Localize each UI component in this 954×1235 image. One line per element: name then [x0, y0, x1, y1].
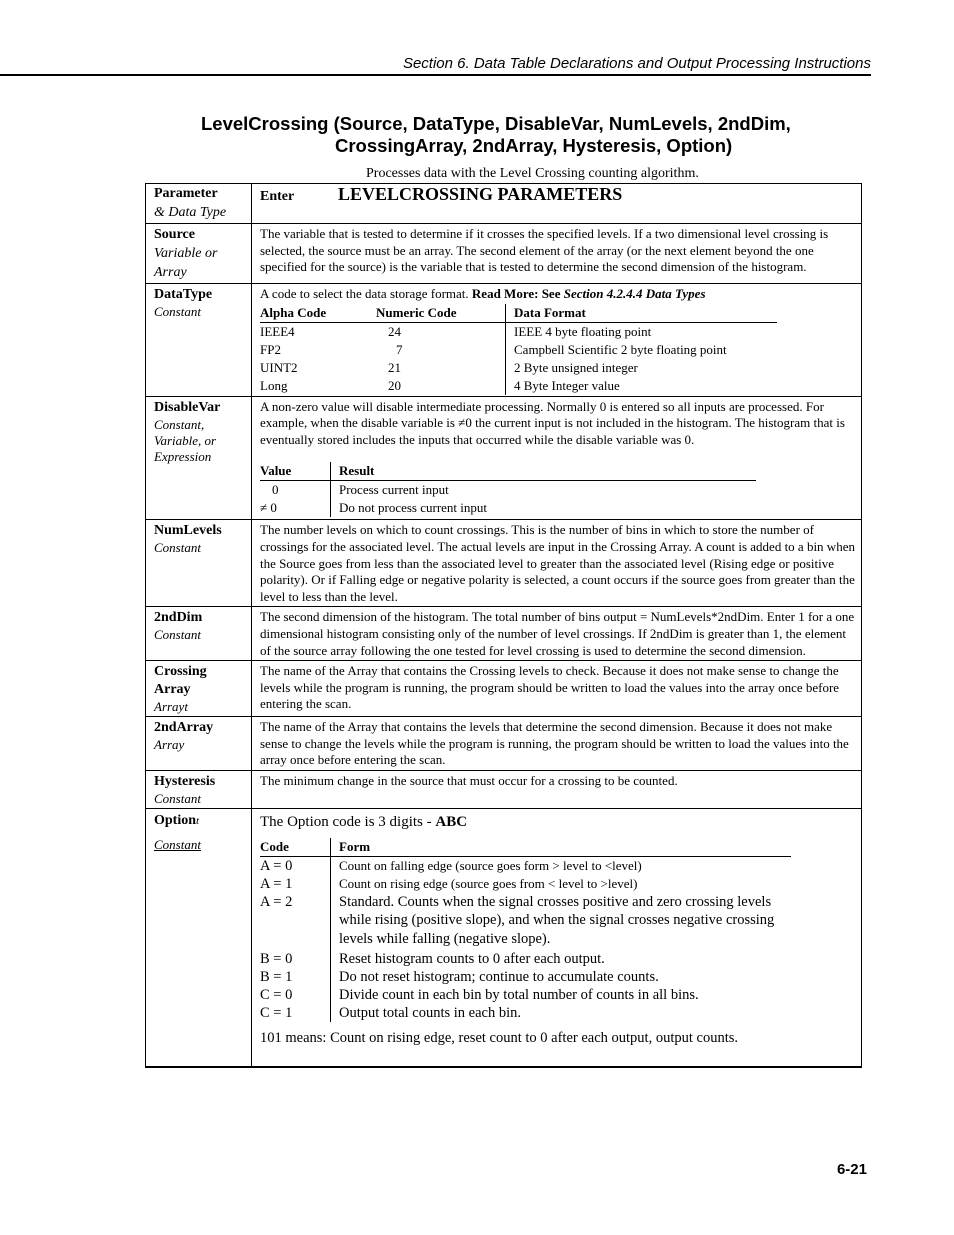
page-number: 6-21: [836, 1161, 867, 1178]
param-desc: A non-zero value will disable intermediate processing. Normally 0 is entered so all inputs are processed. For example, when the disable variable is ≠0 the current input is not included in the histogram. The histogram that is eventually stored includes the inputs that occurred while the disable variable was 0.: [260, 398, 845, 447]
param-desc: The variable that is tested to determine if it crosses the specified levels. If a two dimensional level crossing is selected, the source must be an array. The second element of the array (or the next element beyond the one specified for the source) is the variable that is tested to determine the second dimension of the histogram.: [260, 226, 829, 275]
read-more-label: Read More: See: [471, 286, 561, 301]
parameter-table: [145, 183, 862, 1068]
param-desc: The second dimension of the histogram. The total number of bins output = NumLevels*2ndDim. Enter 1 for a one dimensional histogram consisting only of the number of level crossings. If 2ndDim is greater than 1, the element of the source array following the one tested for level crossing is used to determine the second dimension.: [260, 609, 855, 658]
param-name: Optiont: [154, 812, 200, 828]
param-type: Constant: [154, 627, 201, 643]
param-name: 2ndDim: [154, 610, 203, 626]
param-desc: A code to select the data storage format. Read More: See Section 4.2.4.4 Data Types: [260, 286, 706, 301]
table-row: C = 1 Output total counts in each bin.: [260, 1005, 522, 1022]
param-row-2ndarray: [146, 717, 862, 771]
param-row-datatype: [146, 284, 862, 397]
read-more-ref: Section 4.2.4.4 Data Types: [563, 286, 706, 301]
table-row: A = 2 Standard. Counts when the signal crosses positive and zero crossing levels while rising (positive slope), and when the signal crosses negative crossing levels while falling (negative slope).: [260, 893, 791, 951]
param-name: NumLevels: [154, 523, 222, 539]
table-row: C = 0 Divide count in each bin by total number of counts in all bins.: [260, 987, 699, 1004]
option-example: 101 means: Count on rising edge, reset count to 0 after each output, output counts.: [260, 1030, 738, 1047]
option-codes-table: [260, 838, 791, 1023]
param-name: 2ndArray: [154, 720, 214, 736]
table-row: 0 Process current input: [260, 481, 756, 500]
table-row: IEEE4 24 IEEE 4 byte floating point: [260, 323, 652, 339]
param-row-hysteresis: [146, 770, 862, 808]
enter-header: Enter: [260, 189, 295, 204]
col-header: Alpha Code: [260, 304, 376, 323]
param-desc: The number levels on which to count crossings. This is the number of bins in which to store the number of crossings for the associated level. The actual levels are input in the Crossing Array. A count is added to a bin when the Source goes from less than the associated level to greater than the associated level (Rising edge or positive polarity). Or if Falling edge or negative polarity is selected, a count occurs if the source goes from greater than the level to less than the level.: [260, 522, 855, 604]
table-row: UINT2 21 2 Byte unsigned integer: [260, 359, 638, 375]
title-line-2: CrossingArray, 2ndArray, Hysteresis, Option): [335, 135, 733, 156]
param-type: Constant: [154, 790, 201, 806]
datatype-codes-table: [260, 304, 777, 395]
param-type: Constant: [154, 836, 201, 852]
param-row-source: [146, 224, 862, 284]
param-type: Arrayt: [154, 699, 188, 715]
instruction-title: [201, 113, 881, 157]
col-header: Data Format: [506, 304, 778, 323]
param-type: Variable or Array: [154, 246, 218, 280]
col-header: Result: [331, 462, 757, 481]
table-row: B = 1 Do not reset histogram; continue to accumulate counts.: [260, 969, 659, 986]
datatype-header: & Data Type: [154, 205, 227, 220]
param-name: DisableVar: [154, 399, 221, 415]
col-header: Value: [260, 462, 331, 481]
table-row: B = 0 Reset histogram counts to 0 after each output.: [260, 951, 605, 968]
param-name-suffix: t: [196, 814, 200, 827]
option-intro: The Option code is 3 digits - ABC: [260, 813, 468, 830]
col-header: Form: [331, 838, 792, 857]
col-header: Code: [260, 838, 331, 857]
col-header: Numeric Code: [376, 304, 506, 323]
table-row: A = 1 Count on rising edge (source goes from < level to >level): [260, 875, 638, 892]
param-row-numlevels: [146, 520, 862, 607]
param-desc: The name of the Array that contains the Crossing levels to check. Because it does not make sense to change the levels while the program is running, the program should be written to load the values into the array once before entering the scan.: [260, 663, 840, 712]
param-name: Source: [154, 227, 195, 242]
instruction-subtitle: Processes data with the Level Crossing counting algorithm.: [366, 166, 699, 181]
table-row: A = 0 Count on falling edge (source goes form > level to <level): [260, 857, 642, 874]
param-row-crossingarray: [146, 661, 862, 717]
table-row: ≠ 0 Do not process current input: [260, 500, 488, 516]
param-type: Constant: [154, 304, 201, 319]
param-name: Hysteresis: [154, 773, 216, 789]
header-rule: [0, 74, 871, 76]
table-header-row: [146, 184, 862, 224]
running-header: Section 6. Data Table Declarations and Output Processing Instructions: [402, 55, 871, 72]
param-name: DataType: [154, 287, 213, 302]
param-name: Crossing: [154, 664, 207, 680]
table-row: Long 20 4 Byte Integer value: [260, 377, 620, 393]
param-row-2nddim: [146, 607, 862, 661]
disable-values-table: [260, 462, 756, 517]
param-desc: The name of the Array that contains the levels that determine the second dimension. Because it does not make sense to change the levels while the program is running, the program should be written to load the values into the array once before entering the scan.: [260, 719, 849, 768]
param-type: Array: [154, 737, 185, 753]
param-type: Constant, Variable, or Expression: [154, 416, 217, 464]
param-header: Parameter: [154, 186, 218, 201]
table-row: FP2 7 Campbell Scientific 2 byte floating point: [260, 341, 727, 357]
param-desc: The minimum change in the source that must occur for a crossing to be counted.: [260, 772, 678, 788]
param-type: Constant: [154, 540, 201, 556]
title-line-1: LevelCrossing (Source, DataType, DisableVar, NumLevels, 2ndDim,: [201, 113, 791, 134]
option-code-format: ABC: [435, 813, 468, 830]
param-name-line-2: Array: [154, 682, 191, 698]
table-heading: LEVELCROSSING PARAMETERS: [338, 184, 623, 204]
param-row-disablevar: [146, 396, 862, 520]
param-row-option: [146, 808, 862, 1067]
